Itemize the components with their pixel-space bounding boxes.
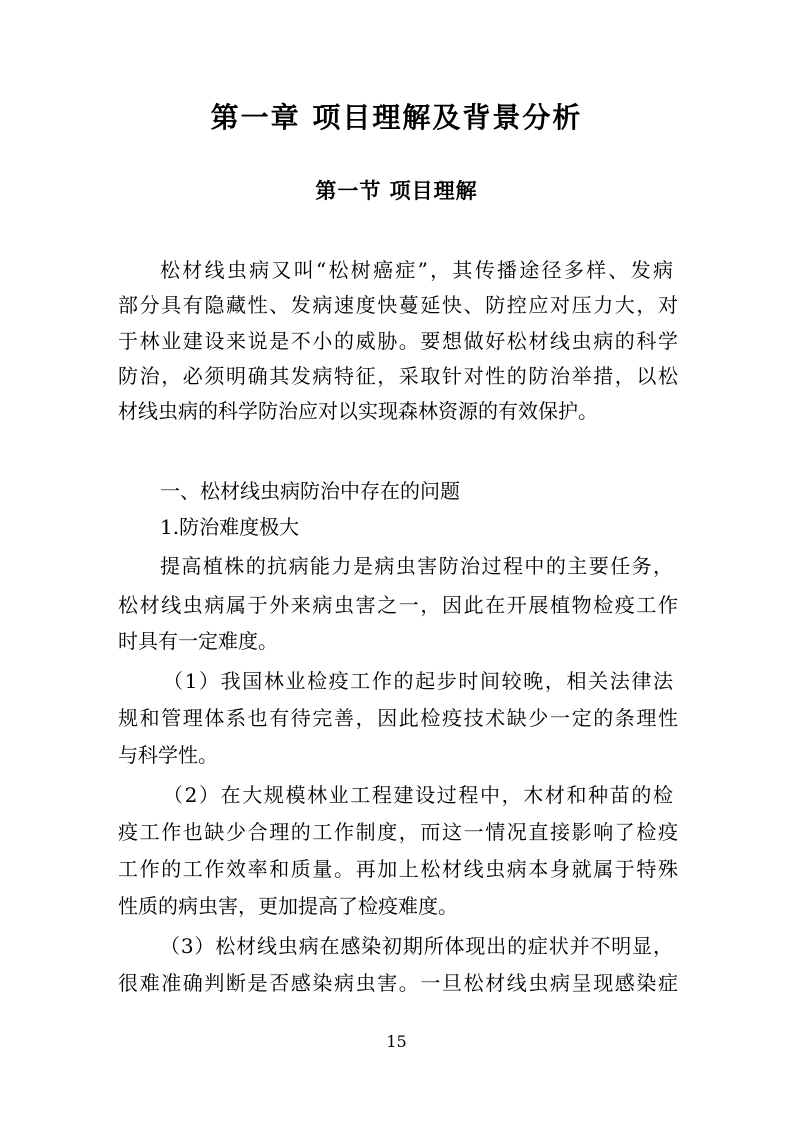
item-line: （3）松材线虫病在感染初期所体现出的症状并不明显， bbox=[160, 934, 673, 958]
para-line: 时具有一定难度。 bbox=[118, 629, 278, 653]
subheading-difficulty: 1.防治难度极大 bbox=[160, 515, 300, 539]
item-line: 性质的病虫害，更加提高了检疫难度。 bbox=[118, 894, 458, 918]
section-title: 第一节 项目理解 bbox=[315, 178, 478, 203]
item-line: 与科学性。 bbox=[118, 743, 218, 767]
chapter-title: 第一章 项目理解及背景分析 bbox=[210, 101, 583, 134]
para-line: 提高植株的抗病能力是病虫害防治过程中的主要任务， bbox=[160, 554, 673, 578]
item-line: 工作的工作效率和质量。再加上松材线虫病本身就属于特殊 bbox=[118, 857, 678, 881]
para-line: 松材线虫病属于外来病虫害之一，因此在开展植物检疫工作 bbox=[118, 593, 678, 617]
page-number: 15 bbox=[386, 1032, 407, 1051]
item-line: 疫工作也缺少合理的工作制度，而这一情况直接影响了检疫 bbox=[118, 820, 678, 844]
item-line: （1）我国林业检疫工作的起步时间较晚，相关法律法 bbox=[163, 669, 673, 693]
item-line: （2）在大规模林业工程建设过程中，木材和种苗的检 bbox=[163, 783, 673, 807]
intro-line: 材线虫病的科学防治应对以实现森林资源的有效保护。 bbox=[118, 399, 598, 423]
intro-line: 防治，必须明确其发病特征，采取针对性的防治举措，以松 bbox=[118, 364, 678, 388]
item-line: 规和管理体系也有待完善，因此检疫技术缺少一定的条理性 bbox=[118, 706, 678, 730]
intro-line: 于林业建设来说是不小的威胁。要想做好松材线虫病的科学 bbox=[118, 329, 678, 353]
intro-line: 松材线虫病又叫“松树癌症”，其传播途径多样、发病 bbox=[160, 258, 673, 282]
item-line: 很难准确判断是否感染病虫害。一旦松材线虫病呈现感染症 bbox=[118, 971, 678, 995]
intro-line: 部分具有隐藏性、发病速度快蔓延快、防控应对压力大，对 bbox=[118, 293, 678, 317]
heading-problems: 一、松材线虫病防治中存在的问题 bbox=[160, 479, 460, 503]
